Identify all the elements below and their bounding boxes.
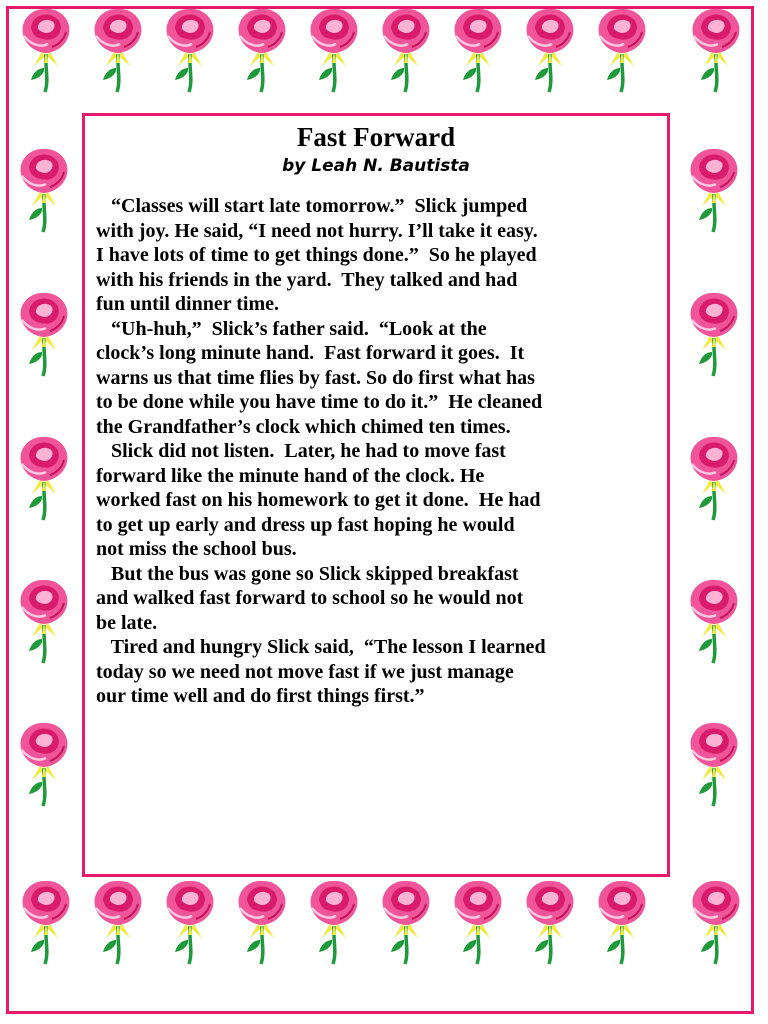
story-panel: [82, 113, 670, 877]
pink-rose-icon: [311, 9, 358, 92]
pink-rose-icon: [527, 9, 574, 92]
pink-rose-icon: [167, 9, 214, 92]
pink-rose-icon: [455, 9, 502, 92]
pink-rose-icon: [527, 881, 574, 964]
pink-rose-icon: [167, 881, 214, 964]
pink-rose-icon: [311, 881, 358, 964]
pink-rose-icon: [95, 881, 142, 964]
story-line: be late.: [96, 611, 158, 634]
pink-rose-icon: [21, 437, 68, 520]
story-line: “Classes will start late tomorrow.” Slick jumped: [96, 195, 528, 217]
story-line: the Grandfather’s clock which chimed ten times.: [96, 415, 511, 438]
story-line: worked fast on his homework to get it done. He had: [96, 489, 541, 511]
story-line: Slick did not listen. Later, he had to move fast: [96, 440, 506, 462]
story-line: not miss the school bus.: [96, 538, 297, 560]
pink-rose-icon: [21, 293, 68, 376]
pink-rose-icon: [455, 881, 502, 964]
story-line: warns us that time flies by fast. So do first what has: [96, 366, 535, 389]
author-byline: by Leah N. Bautista: [282, 156, 470, 176]
pink-rose-icon: [691, 149, 738, 232]
pink-rose-icon: [691, 580, 738, 663]
pink-rose-icon: [693, 881, 740, 964]
pink-rose-icon: [383, 9, 430, 92]
story-line: with his friends in the yard. They talked and had: [96, 268, 518, 291]
story-line: But the bus was gone so Slick skipped breakfast: [96, 562, 519, 585]
pink-rose-icon: [691, 437, 738, 520]
page-title: Fast Forward: [296, 122, 456, 152]
pink-rose-icon: [599, 881, 646, 964]
story-line: fun until dinner time.: [96, 293, 279, 315]
pink-rose-icon: [239, 9, 286, 92]
pink-rose-icon: [599, 9, 646, 92]
pink-rose-icon: [21, 149, 68, 232]
story-text: [96, 194, 656, 709]
story-line: I have lots of time to get things done.” So he played: [96, 244, 537, 266]
pink-rose-icon: [691, 723, 738, 806]
story-line: today so we need not move fast if we just manage: [96, 660, 514, 683]
story-line: and walked fast forward to school so he would not: [96, 587, 524, 609]
story-line: forward like the minute hand of the clock. He: [96, 464, 485, 487]
story-line: clock’s long minute hand. Fast forward it goes. It: [96, 342, 525, 364]
pink-rose-icon: [693, 9, 740, 92]
story-line: Tired and hungry Slick said, “The lesson I learned: [96, 636, 546, 658]
story-line: to be done while you have time to do it.” He cleaned: [96, 391, 543, 413]
story-line: to get up early and dress up fast hoping he would: [96, 513, 515, 536]
pink-rose-icon: [383, 881, 430, 964]
pink-rose-icon: [21, 723, 68, 806]
pink-rose-icon: [239, 881, 286, 964]
pink-rose-icon: [21, 580, 68, 663]
pink-rose-icon: [23, 9, 70, 92]
story-line: “Uh-huh,” Slick’s father said. “Look at the: [96, 317, 487, 340]
story-line: with joy. He said, “I need not hurry. I’ll take it easy.: [96, 219, 538, 242]
story-line: our time well and do first things first.”: [96, 685, 425, 707]
pink-rose-icon: [23, 881, 70, 964]
pink-rose-icon: [691, 293, 738, 376]
pink-rose-icon: [95, 9, 142, 92]
